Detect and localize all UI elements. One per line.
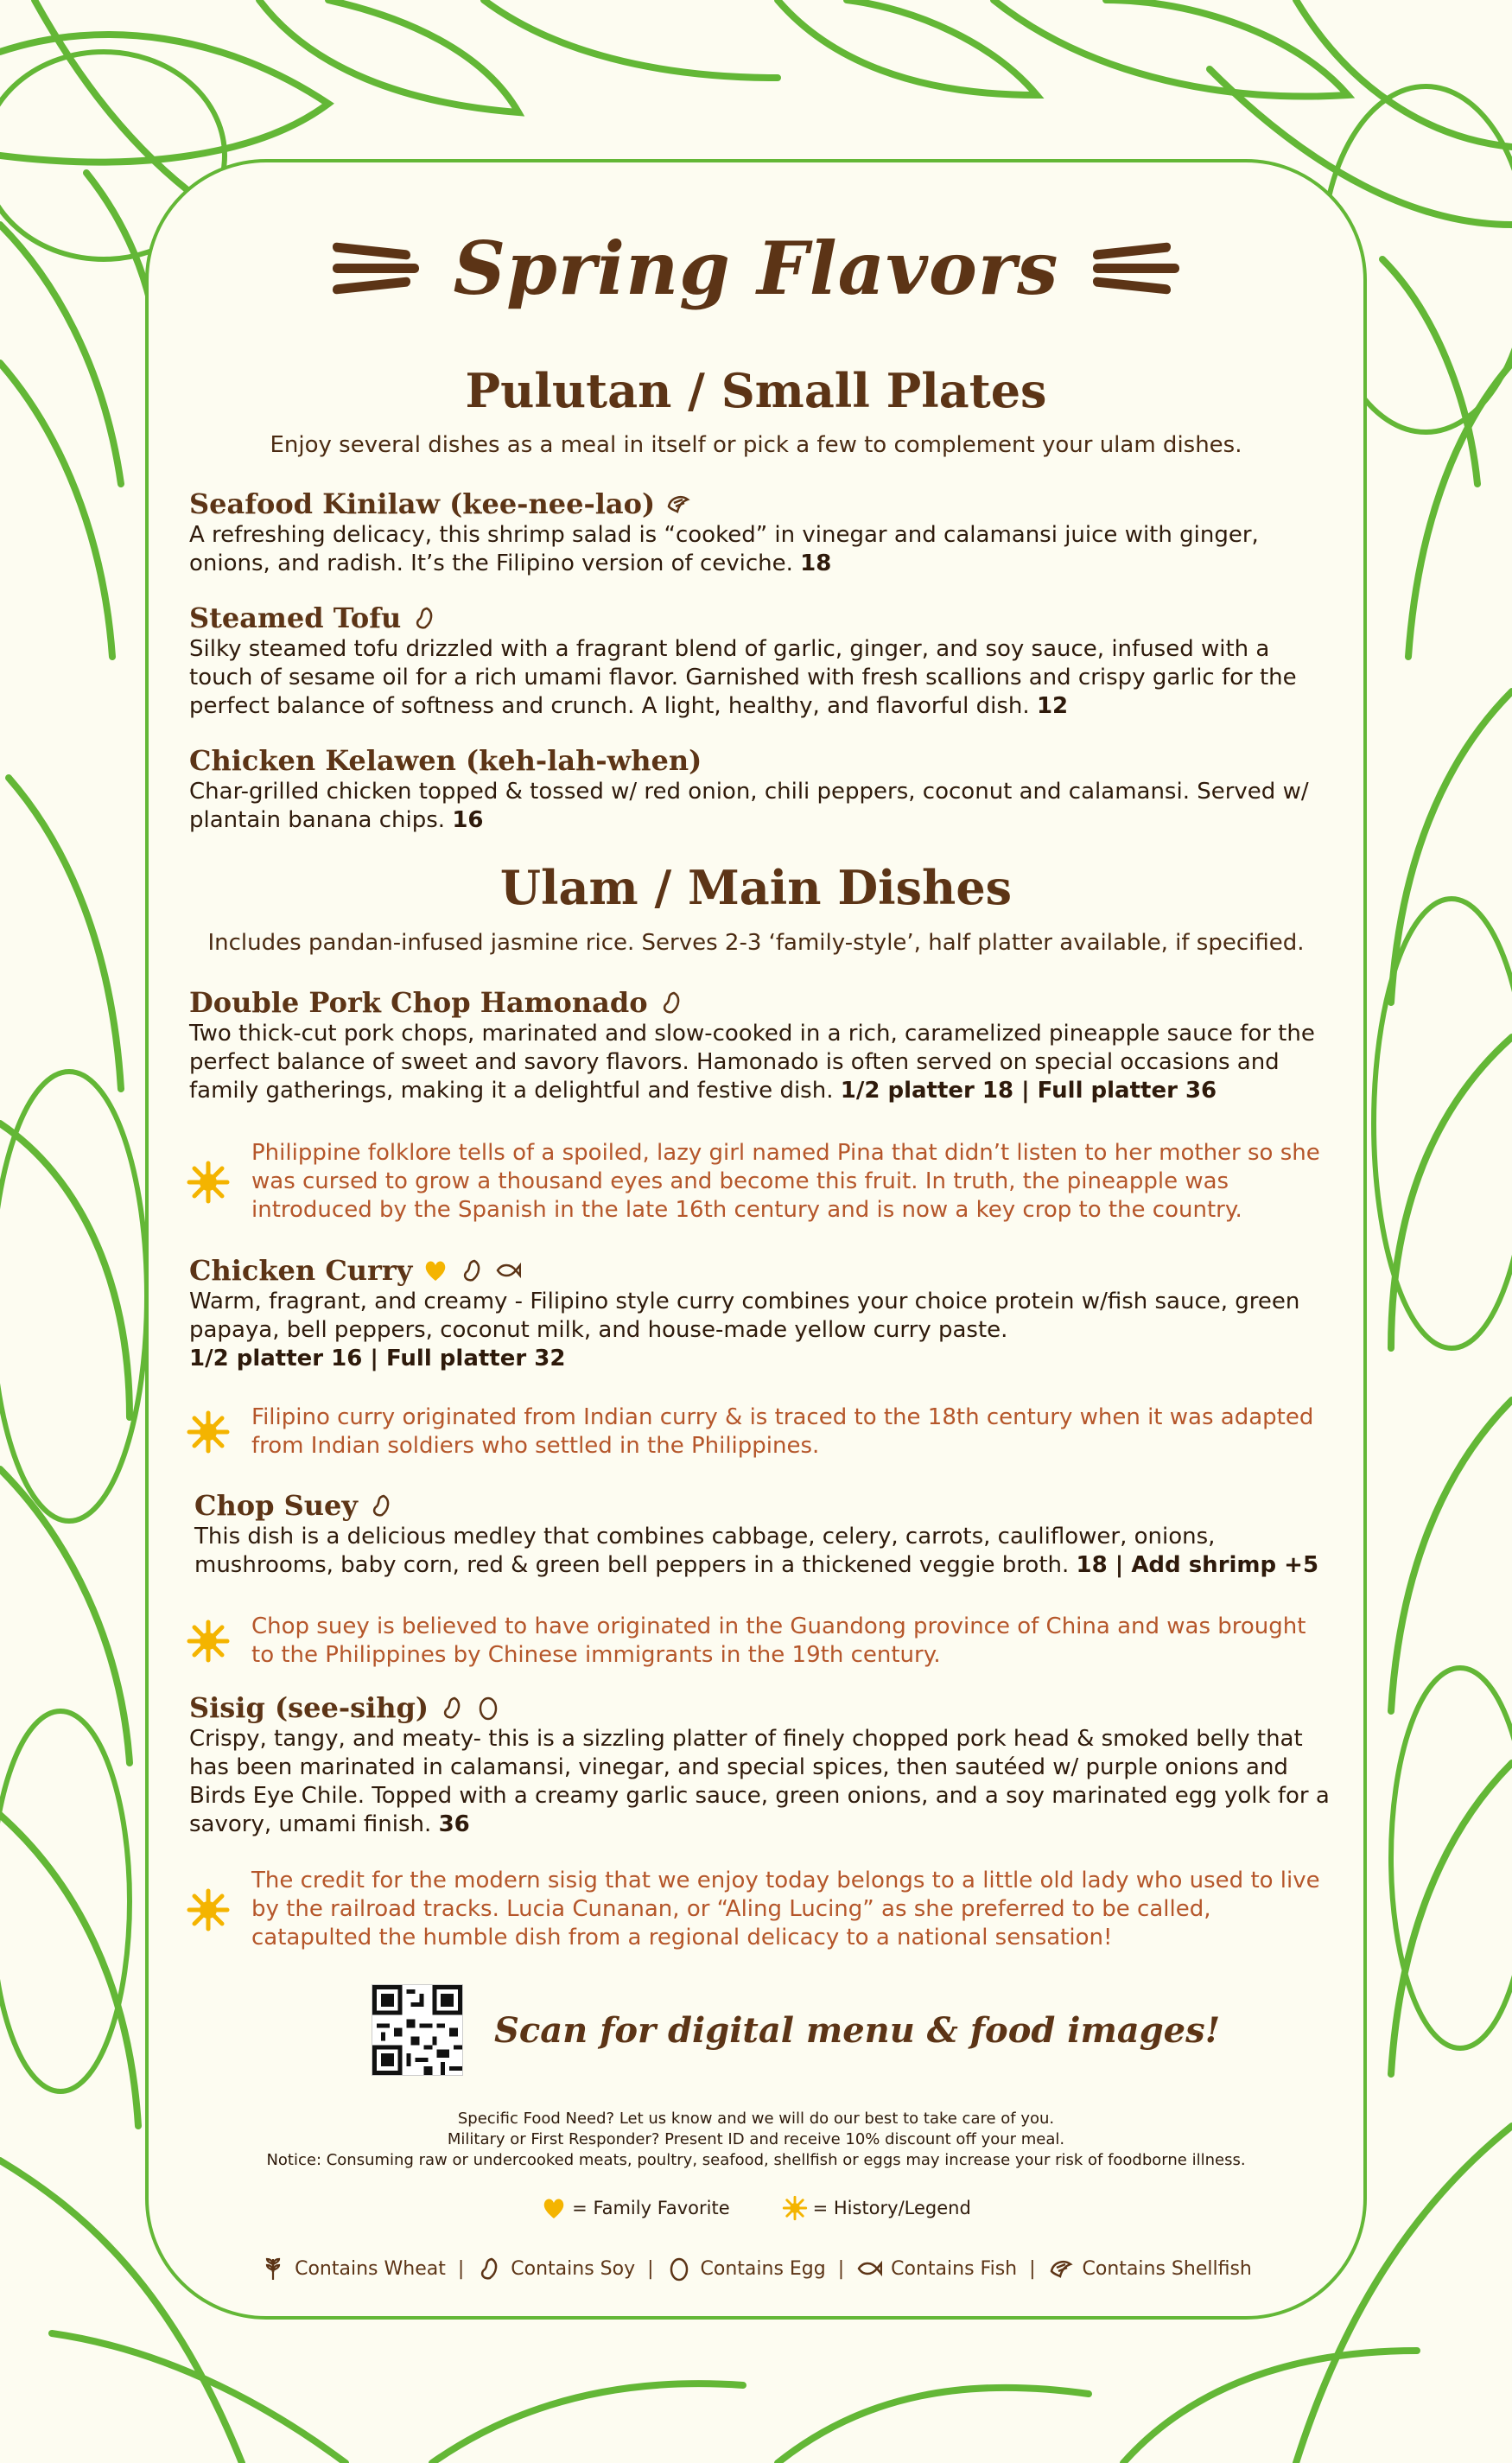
soy-icon	[411, 605, 437, 631]
section-title-pulutan: Pulutan / Small Plates	[465, 363, 1047, 418]
soy-icon	[368, 1492, 394, 1518]
item-description: This dish is a delicious medley that combines cabbage, celery, carrots, cauliflower, onions, mushrooms, baby corn, red & green bell peppers in a thickened veggie broth.	[194, 1524, 1216, 1578]
section-subtitle-pulutan: Enjoy several dishes as a meal in itself or pick a few to complement your ulam dishes.	[270, 432, 1242, 458]
scan-row	[372, 1984, 1220, 2076]
heart-icon	[422, 1257, 448, 1283]
item-price: 36	[438, 1811, 470, 1837]
sun-icon	[186, 1887, 231, 1932]
legend-history: = History/Legend	[812, 2198, 971, 2218]
fish-icon	[856, 2256, 882, 2282]
item-name: Sisig (see-sihg)	[189, 1690, 1330, 1725]
heart-icon	[541, 2195, 567, 2221]
note-text: Philippine folklore tells of a spoiled, lazy girl named Pina that didn’t listen to her mother so she was cursed to grow a thousand eyes and become this fruit. In truth, the pineapple was introduced by the Spanish in the late 16th century and is now a key crop to the country.	[251, 1140, 1320, 1223]
sun-icon	[782, 2195, 808, 2221]
item-price: 18 | Add shrimp +5	[1076, 1552, 1319, 1578]
history-note-sisig	[186, 1867, 1335, 1952]
menu-item-sisig	[189, 1690, 1330, 1839]
allergen-soy: Contains Soy	[511, 2257, 636, 2280]
sun-icon	[186, 1619, 231, 1664]
title-row	[0, 216, 1512, 320]
allergen-shellfish: Contains Shellfish	[1082, 2257, 1252, 2280]
item-price: 1/2 platter 16 | Full platter 32	[189, 1346, 566, 1372]
item-name: Double Pork Chop Hamonado	[189, 985, 1330, 1020]
qr-code[interactable]	[372, 1984, 463, 2076]
allergen-wheat: Contains Wheat	[295, 2257, 446, 2280]
item-name: Chicken Curry	[189, 1253, 1330, 1288]
allergen-fish: Contains Fish	[891, 2257, 1018, 2280]
egg-icon	[666, 2256, 692, 2282]
fine-print-1: Specific Food Need? Let us know and we will do our best to take care of you.	[457, 2110, 1055, 2128]
item-price: 12	[1036, 693, 1069, 719]
sun-icon	[186, 1410, 231, 1454]
title-ornament-left	[333, 246, 419, 290]
fine-print-2: Military or First Responder? Present ID and receive 10% discount off your meal.	[447, 2130, 1065, 2148]
item-name: Steamed Tofu	[189, 601, 1330, 635]
wheat-icon	[260, 2256, 286, 2282]
item-name: Seafood Kinilaw (kee-nee-lao)	[189, 487, 1330, 521]
soy-icon	[439, 1695, 465, 1721]
item-name: Chop Suey	[194, 1488, 1335, 1523]
menu-item-seafood-kinilaw	[189, 487, 1330, 578]
legend-row	[0, 2195, 1512, 2221]
fish-icon	[495, 1257, 521, 1283]
soy-icon	[476, 2256, 502, 2282]
allergen-egg: Contains Egg	[700, 2257, 826, 2280]
allergen-legend: Contains Wheat | Contains Soy | Contains Egg | Contains Fish | Contains Shellfish	[0, 2256, 1512, 2282]
shellfish-icon	[665, 491, 691, 517]
item-description: Crispy, tangy, and meaty- this is a sizzling platter of finely chopped pork head & smoked belly that has been marinated in calamansi, vinegar, and special spices, then sautéed w/ purple onions and Birds Eye Chile. Topped with a creamy garlic sauce, green onions, and a soy marinated egg yolk for a savory, umami finish.	[189, 1726, 1330, 1837]
item-name: Chicken Kelawen (keh-lah-when)	[189, 744, 702, 777]
item-description: Warm, fragrant, and creamy - Filipino style curry combines your choice protein w/fish sauce, green papaya, bell peppers, coconut milk, and house-made yellow curry paste.	[189, 1289, 1300, 1343]
item-description: A refreshing delicacy, this shrimp salad is “cooked” in vinegar and calamansi juice with ginger, onions, and radish. It’s the Filipino version of ceviche.	[189, 522, 1259, 576]
menu-item-chicken-kelawen	[189, 743, 1330, 835]
menu-item-chicken-curry	[189, 1253, 1330, 1373]
sun-icon	[186, 1160, 231, 1205]
title-ornament-right	[1093, 246, 1179, 290]
scan-text: Scan for digital menu & food images!	[494, 2009, 1221, 2051]
fine-print-3: Notice: Consuming raw or undercooked meats, poultry, seafood, shellfish or eggs may increase your risk of foodborne illness.	[266, 2151, 1246, 2169]
note-text: Chop suey is believed to have originated in the Guandong province of China and was brought to the Philippines by Chinese immigrants in the 19th century.	[251, 1613, 1306, 1668]
item-description: Two thick-cut pork chops, marinated and slow-cooked in a rich, caramelized pineapple sauce for the perfect balance of sweet and savory flavors. Hamonado is often served on special occasions and family gatherings, making it a delightful and festive dish.	[189, 1021, 1315, 1104]
item-price: 16	[452, 807, 484, 833]
menu-item-pork-chop-hamonado	[189, 985, 1330, 1105]
legend-family-favorite: = Family Favorite	[572, 2198, 730, 2218]
history-note-chop-suey	[186, 1613, 1335, 1670]
section-subtitle-ulam: Includes pandan-infused jasmine rice. Serves 2-3 ‘family-style’, half platter available, if specified.	[207, 930, 1305, 956]
note-text: The credit for the modern sisig that we enjoy today belongs to a little old lady who used to live by the railroad tracks. Lucia Cunanan, or “Aling Lucing” as she preferred to be called, catapulted the humble dish from a regional delicacy to a national sensation!	[251, 1868, 1320, 1951]
menu-item-steamed-tofu	[189, 601, 1330, 721]
history-note-curry	[186, 1403, 1335, 1461]
page-title: Spring Flavors	[453, 225, 1059, 311]
menu-item-chop-suey	[194, 1488, 1335, 1580]
shellfish-icon	[1048, 2256, 1074, 2282]
section-title-ulam: Ulam / Main Dishes	[499, 860, 1013, 915]
item-price: 18	[800, 551, 832, 576]
item-description: Char-grilled chicken topped & tossed w/ red onion, chili peppers, coconut and calamansi. Served w/ plantain banana chips.	[189, 779, 1309, 833]
item-price: 1/2 platter 18 | Full platter 36	[840, 1078, 1217, 1104]
soy-icon	[658, 990, 684, 1015]
soy-icon	[459, 1257, 485, 1283]
item-description: Silky steamed tofu drizzled with a fragrant blend of garlic, ginger, and soy sauce, infused with a touch of sesame oil for a rich umami flavor. Garnished with fresh scallions and crispy garlic for the perfect balance of softness and crunch. A light, healthy, and flavorful dish.	[189, 636, 1297, 719]
note-text: Filipino curry originated from Indian curry & is traced to the 18th century when it was adapted from Indian soldiers who settled in the Philippines.	[251, 1404, 1314, 1459]
egg-icon	[475, 1695, 501, 1721]
history-note-hamonado	[186, 1139, 1335, 1225]
